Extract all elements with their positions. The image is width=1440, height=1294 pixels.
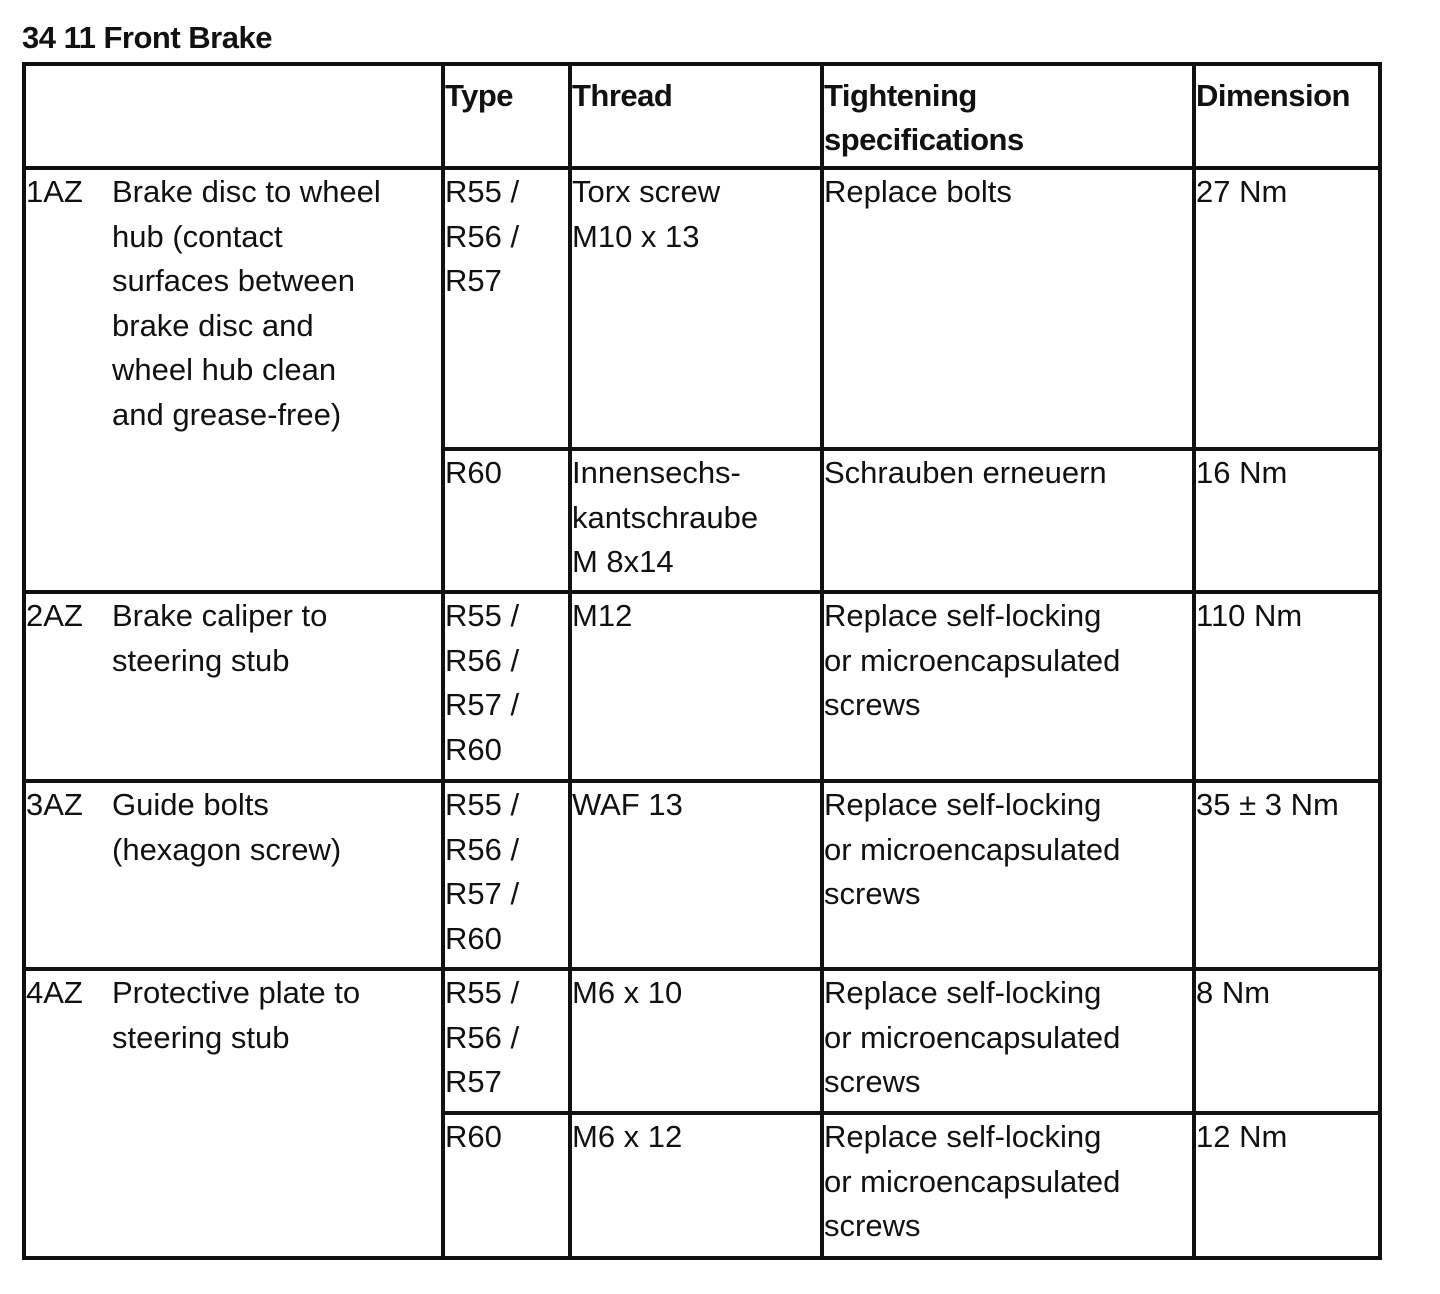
dimension-cell: 27 Nm — [1194, 168, 1380, 449]
thread-cell: WAF 13 — [570, 781, 822, 969]
type-cell: R55 / R56 / R57 — [443, 969, 570, 1113]
item-description: Brake disc to wheel hub (contact surfaces between brake disc and wheel hub clean and grease-free) — [112, 174, 381, 432]
thread-cell: Innensechs- kantschraube M 8x14 — [570, 449, 822, 592]
thread-cell: M12 — [570, 592, 822, 781]
type-cell: R60 — [443, 1113, 570, 1258]
item-code: 3AZ — [26, 787, 83, 822]
tightening-cell: Replace self-locking or microencapsulated screws — [822, 592, 1194, 781]
item-description: Protective plate to steering stub — [112, 975, 361, 1055]
item-label-cell — [24, 781, 443, 969]
table-header-row — [24, 64, 1380, 168]
table-row — [24, 592, 1380, 781]
type-cell: R55 / R56 / R57 — [443, 168, 570, 449]
table-row — [24, 969, 1380, 1113]
header-tightening-specifications: Tightening specifications — [822, 64, 1194, 168]
tightening-cell: Replace self-locking or microencapsulated screws — [822, 969, 1194, 1113]
dimension-cell: 16 Nm — [1194, 449, 1380, 592]
thread-cell: Torx screw M10 x 13 — [570, 168, 822, 449]
page-title: 34 11 Front Brake — [22, 20, 272, 55]
item-code: 1AZ — [26, 174, 83, 209]
header-type: Type — [443, 64, 570, 168]
item-label-cell — [24, 168, 443, 592]
dimension-cell: 12 Nm — [1194, 1113, 1380, 1258]
header-blank-cell — [24, 64, 443, 168]
type-cell: R55 / R56 / R57 / R60 — [443, 592, 570, 781]
dimension-cell: 35 ± 3 Nm — [1194, 781, 1380, 969]
item-label-cell — [24, 592, 443, 781]
table-row — [24, 168, 1380, 449]
header-dimension: Dimension — [1194, 64, 1380, 168]
item-label-cell — [24, 969, 443, 1258]
thread-cell: M6 x 12 — [570, 1113, 822, 1258]
tightening-cell: Replace self-locking or microencapsulated screws — [822, 1113, 1194, 1258]
tightening-cell: Replace bolts — [822, 168, 1194, 449]
thread-cell: M6 x 10 — [570, 969, 822, 1113]
item-code: 4AZ — [26, 975, 83, 1010]
torque-spec-table — [22, 62, 1382, 1260]
header-thread: Thread — [570, 64, 822, 168]
type-cell: R55 / R56 / R57 / R60 — [443, 781, 570, 969]
tightening-cell: Schrauben erneuern — [822, 449, 1194, 592]
tightening-cell: Replace self-locking or microencapsulated screws — [822, 781, 1194, 969]
item-description: Brake caliper to steering stub — [112, 598, 328, 678]
dimension-cell: 110 Nm — [1194, 592, 1380, 781]
table-row — [24, 781, 1380, 969]
type-cell: R60 — [443, 449, 570, 592]
item-code: 2AZ — [26, 598, 83, 633]
dimension-cell: 8 Nm — [1194, 969, 1380, 1113]
item-description: Guide bolts (hexagon screw) — [112, 787, 342, 867]
